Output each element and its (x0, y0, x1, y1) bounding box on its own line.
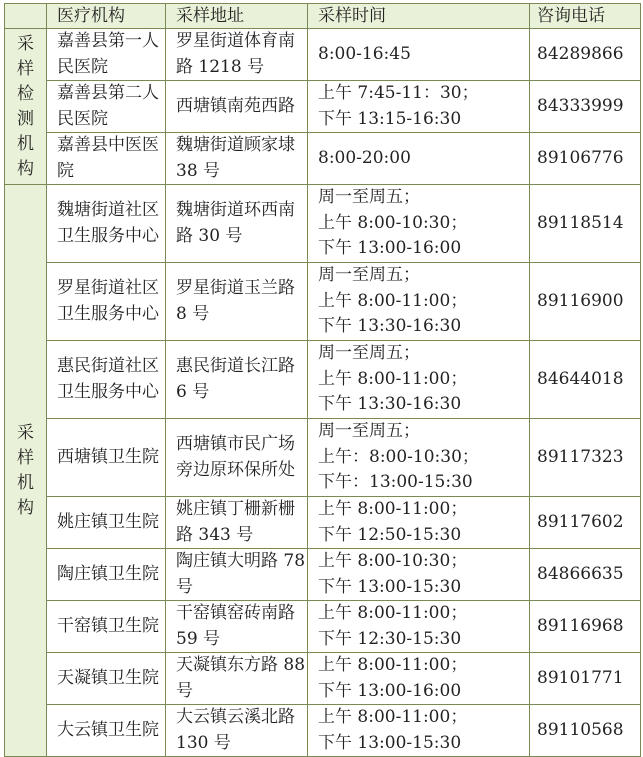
table-row (5, 263, 641, 341)
sampling-address: 大云镇云溪北路 130 号 (166, 705, 308, 757)
hours-line: 下午 12:50-15:30 (318, 524, 462, 545)
hours-line: 上午 8:00-11:00； (318, 368, 468, 389)
institution-name: 大云镇卫生院 (47, 705, 166, 757)
header-category-cell (5, 4, 47, 29)
institution-name: 嘉善县第一人民医院 (47, 29, 166, 81)
hours-line: 上午 8:00-11:00； (318, 499, 468, 519)
phone-number: 89117602 (530, 497, 641, 549)
phone-number: 89101771 (530, 653, 641, 705)
sampling-address: 罗星街道体育南路 1218 号 (166, 29, 308, 81)
sampling-address: 陶庄镇大明路 78 号 (166, 549, 308, 601)
sampling-address: 干窑镇窑砖南路 59 号 (166, 601, 308, 653)
institution-name: 姚庄镇卫生院 (47, 497, 166, 549)
institution-name: 天凝镇卫生院 (47, 653, 166, 705)
phone-number: 84866635 (530, 549, 641, 601)
sampling-hours (308, 29, 530, 81)
sampling-hours (308, 341, 530, 419)
header-address: 采样地址 (166, 4, 308, 29)
sampling-hours (308, 601, 530, 653)
institution-name: 干窑镇卫生院 (47, 601, 166, 653)
sampling-hours (308, 549, 530, 601)
hours-line: 上午 8:00-10:30； (318, 212, 468, 233)
hours-line: 下午 13:00-15:30 (318, 576, 462, 597)
institution-name: 魏塘街道社区卫生服务中心 (47, 185, 166, 263)
institution-name: 西塘镇卫生院 (47, 419, 166, 497)
hours-line: 下午 13:00-15:30 (318, 732, 462, 753)
hours-line: 下午 13:30-16:30 (318, 316, 462, 337)
hours-line: 周一至周五； (318, 343, 420, 364)
institution-name: 嘉善县中医医院 (47, 133, 166, 185)
table-row (5, 549, 641, 601)
header-hours: 采样时间 (308, 4, 530, 29)
hours-line: 周一至周五； (318, 265, 420, 286)
sampling-address: 魏塘街道环西南路 30 号 (166, 185, 308, 263)
category-sampling: 采样机构 (5, 185, 47, 757)
institution-name: 嘉善县第二人民医院 (47, 81, 166, 133)
table-row (5, 133, 641, 185)
institution-name: 罗星街道社区卫生服务中心 (47, 263, 166, 341)
phone-number: 84333999 (530, 81, 641, 133)
sampling-hours (308, 263, 530, 341)
hours-line: 周一至周五； (318, 187, 420, 208)
hours-line: 上午 8:00-11:00； (318, 603, 468, 623)
table-row (5, 497, 641, 549)
sampling-address: 罗星街道玉兰路 8 号 (166, 263, 308, 341)
hours-line: 上午 8:00-10:30； (318, 551, 468, 571)
sampling-address: 西塘镇南苑西路 (166, 81, 308, 133)
header-institution: 医疗机构 (47, 4, 166, 29)
sampling-hours (308, 81, 530, 133)
phone-number: 89106776 (530, 133, 641, 185)
hours-line: 上午 8:00-11:00； (318, 707, 468, 727)
table-row (5, 601, 641, 653)
table-row (5, 81, 641, 133)
phone-number: 89116968 (530, 601, 641, 653)
table-header-row (5, 4, 641, 29)
table-row (5, 185, 641, 263)
hours-line: 上午：8:00-10:30； (318, 446, 479, 467)
phone-number: 84289866 (530, 29, 641, 81)
hours-line: 下午 13:15-16:30 (318, 108, 462, 129)
sampling-address: 姚庄镇丁栅新栅路 343 号 (166, 497, 308, 549)
hours-line: 上午 7:45-11：30； (318, 83, 479, 103)
table-row (5, 29, 641, 81)
phone-number: 84644018 (530, 341, 641, 419)
hours-line: 下午 13:00-16:00 (318, 238, 462, 259)
sampling-hours (308, 497, 530, 549)
hours-line: 上午 8:00-11:00； (318, 290, 468, 311)
sampling-hours (308, 653, 530, 705)
hours-line: 8:00-20:00 (318, 147, 411, 168)
hours-line: 上午 8:00-11:00； (318, 655, 468, 675)
institution-name: 惠民街道社区卫生服务中心 (47, 341, 166, 419)
category-testing: 采样检测机构 (5, 29, 47, 185)
sampling-hours (308, 133, 530, 185)
table-row (5, 653, 641, 705)
hours-line: 8:00-16:45 (318, 43, 411, 64)
hours-line: 下午 13:00-16:00 (318, 680, 462, 701)
sampling-address: 惠民街道长江路 6 号 (166, 341, 308, 419)
sampling-hours (308, 419, 530, 497)
sampling-hours (308, 185, 530, 263)
header-phone: 咨询电话 (530, 4, 641, 29)
sampling-sites-table (4, 3, 641, 757)
institution-name: 陶庄镇卫生院 (47, 549, 166, 601)
phone-number: 89116900 (530, 263, 641, 341)
table-row (5, 341, 641, 419)
table-row (5, 705, 641, 757)
phone-number: 89117323 (530, 419, 641, 497)
phone-number: 89110568 (530, 705, 641, 757)
sampling-address: 魏塘街道顾家埭 38 号 (166, 133, 308, 185)
sampling-address: 天凝镇东方路 88 号 (166, 653, 308, 705)
sampling-hours (308, 705, 530, 757)
sampling-address: 西塘镇市民广场旁边原环保所处 (166, 419, 308, 497)
hours-line: 周一至周五； (318, 421, 420, 442)
hours-line: 下午 13:30-16:30 (318, 394, 462, 415)
hours-line: 下午 12:30-15:30 (318, 628, 462, 649)
phone-number: 89118514 (530, 185, 641, 263)
hours-line: 下午：13:00-15:30 (318, 472, 473, 493)
table-row (5, 419, 641, 497)
